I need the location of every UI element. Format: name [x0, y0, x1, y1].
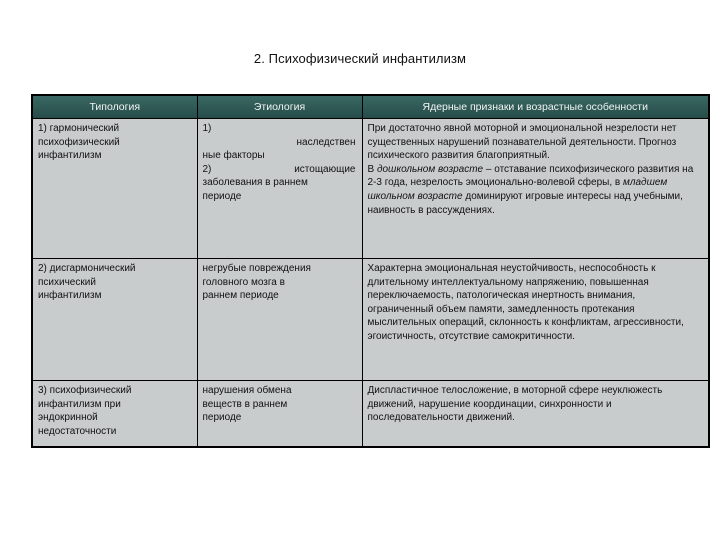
table-header-row	[32, 95, 709, 119]
typology-line: 3) психофизический	[38, 385, 132, 396]
etiology-line: заболевания в раннем	[202, 177, 308, 189]
etiology-line: периоде	[202, 412, 242, 424]
typology-line: недостаточности	[38, 425, 117, 437]
etiology-cell	[197, 381, 362, 447]
etiology-cell	[197, 259, 362, 381]
table-row	[32, 119, 709, 259]
etiology-line: 1)	[202, 123, 212, 134]
features-emphasis: дошкольном возрасте	[376, 163, 484, 175]
typology-line: 2) дисгармонический	[38, 263, 136, 274]
typology-line: психический	[38, 276, 96, 288]
etiology-cell	[197, 119, 362, 259]
typology-line: эндокринной	[38, 412, 98, 424]
table-row	[32, 259, 709, 381]
header-etiology: Этиология	[197, 95, 362, 119]
typology-line: психофизический	[38, 136, 120, 148]
typology-line: инфантилизм	[38, 290, 102, 302]
features-cell	[362, 119, 709, 259]
typology-line: 1) гармонический	[38, 123, 120, 134]
etiology-line: раннем периоде	[202, 290, 279, 302]
features-text: доминируют игровые интересы над учебными, наивность в рассуждениях.	[367, 190, 683, 216]
etiology-line: головного мозга в	[202, 276, 285, 288]
features-paragraph: При достаточно явной моторной и эмоциональной незрелости нет существенных нарушений познавательной деятельности. Прогноз психического развития благоприятный.	[367, 123, 677, 162]
etiology-line: наследствен	[296, 136, 356, 148]
typology-cell	[32, 259, 197, 381]
features-cell: Характерна эмоциональная неустойчивость, неспособность к длительному интеллектуальному напряжению, повышенная переключаемость, патологическая инертность внимания, ограниченный объем памяти, замедленность протекания мыслительных операций, склонность к конфликтам, агрессивности, эгоистичность, отсутствие самокритичности.	[362, 259, 709, 381]
etiology-line: ные факторы	[202, 150, 265, 162]
features-text: – отставание психофизического развития на 2-3 года, незрелость эмоционально-волевой сферы, в	[367, 163, 694, 189]
etiology-line: веществ в раннем	[202, 398, 288, 410]
typology-line: инфантилизм	[38, 150, 102, 162]
table-row	[32, 381, 709, 447]
features-emphasis: младшем школьном возрасте	[367, 177, 668, 202]
etiology-word: истощающие	[294, 163, 356, 175]
etiology-line: нарушения обмена	[202, 385, 292, 396]
slide-title: 2. Психофизический инфантилизм	[253, 51, 467, 66]
features-paragraph	[368, 163, 703, 217]
header-features: Ядерные признаки и возрастные особенности	[362, 95, 709, 119]
typology-line: инфантилизм при	[38, 398, 121, 410]
infantilism-table	[31, 94, 710, 448]
etiology-line: периоде	[202, 190, 242, 202]
typology-cell	[32, 119, 197, 259]
etiology-line: негрубые повреждения	[202, 263, 311, 274]
features-cell: Диспластичное телосложение, в моторной сфере неуклюжесть движений, нарушение координации, синхронности и последовательности движений.	[362, 381, 709, 447]
typology-cell	[32, 381, 197, 447]
etiology-line	[203, 163, 356, 177]
etiology-number: 2)	[202, 163, 212, 175]
header-typology: Типология	[32, 95, 197, 119]
features-text: В	[367, 163, 377, 175]
